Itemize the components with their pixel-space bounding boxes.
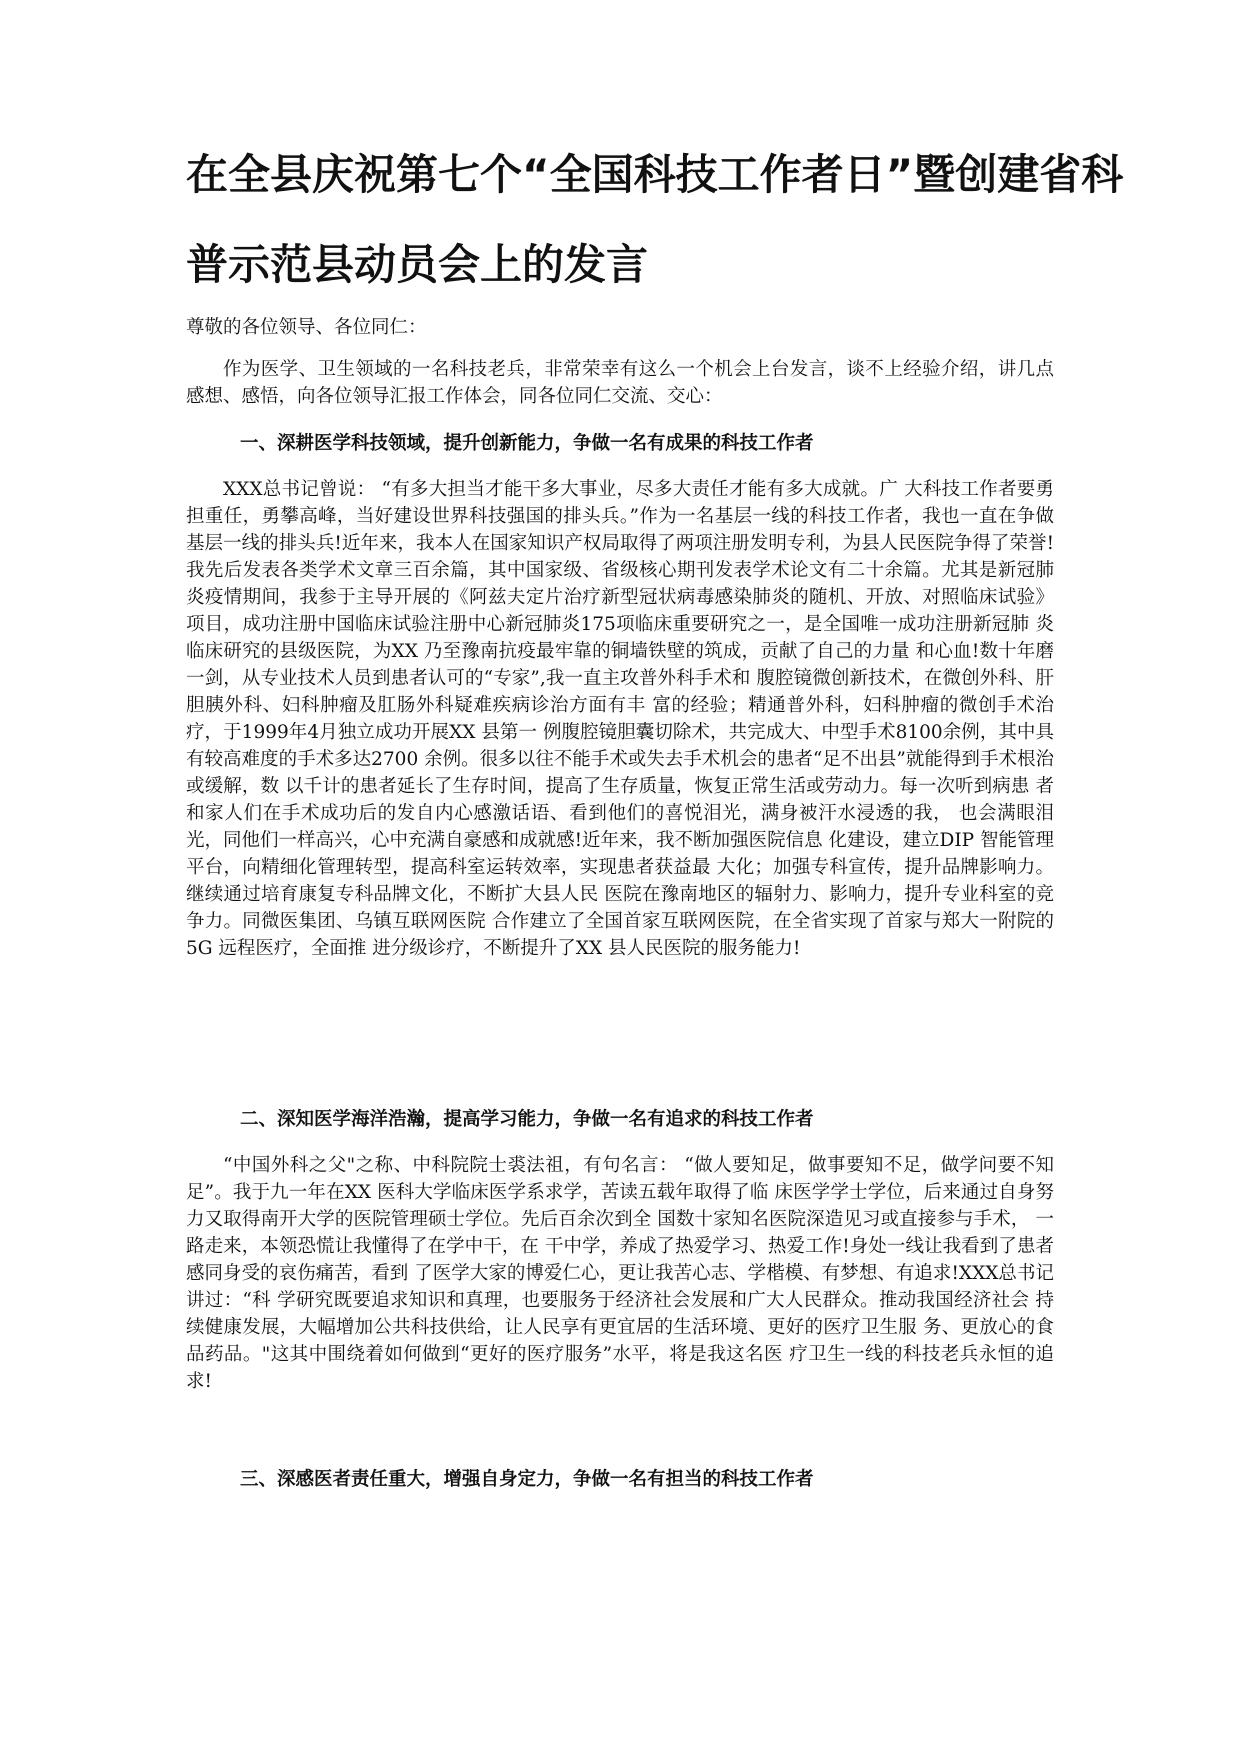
salutation: 尊敬的各位领导、各位同仁： [186, 317, 427, 338]
section-2-heading: 二、深知医学海洋浩瀚，提高学习能力，争做一名有追求的科技工作者 [240, 1109, 814, 1130]
section-1-body: XXX总书记曾说： “有多大担当才能干多大事业，尽多大责任才能有多大成就。广 大科技工作者要勇担重任，勇攀高峰，当好建设世界科技强国的排头兵。”作为一名基层一线的科技工作者，我也一直在争做基层一线的排头兵!近年来，我本人在国家知识产权局取得了两项注册发明专利，为县人民医院争得了荣誉!我先后发表各类学术文章三百余篇，其中国家级、省级核心期刊发表学术论文有二十余篇。尤其是新冠肺炎疫情期间，我参于主导开展的《阿兹夫定片治疗新型冠状病毒感染肺炎的随机、开放、对照临床试验》项目，成功注册中国临床试验注册中心新冠肺炎175项临床重要研究之一，是全国唯一成功注册新冠肺 炎临床研究的县级医院，为XX 乃至豫南抗疫最牢靠的铜墙铁壁的筑成，贡献了自己的力量 和心血!数十年磨一剑，从专业技术人员到患者认可的“专家”,我一直主攻普外科手术和 腹腔镜微创新技术，在微创外科、肝胆胰外科、妇科肿瘤及肛肠外科疑难疾病诊治方面有丰 富的经验；精通普外科，妇科肿瘤的微创手术治疗，于1999年4月独立成功开展XX 县第一 例腹腔镜胆囊切除术，共完成大、中型手术8100余例，其中具有较高难度的手术多达2700 余例。很多以往不能手术或失去手术机会的患者“足不出县”就能得到手术根治或缓解，数 以千计的患者延长了生存时间，提高了生存质量，恢复正常生活或劳动力。每一次听到病患 者和家人们在手术成功后的发自内心感激话语、看到他们的喜悦泪光，满身被汗水浸透的我， 也会满眼泪光，同他们一样高兴，心中充满自豪感和成就感!近年来，我不断加强医院信息 化建设，建立DIP 智能管理平台，向精细化管理转型，提高科室运转效率，实现患者获益最 大化；加强专科宣传，提升品牌影响力。继续通过培育康复专科品牌文化，不断扩大县人民 医院在豫南地区的辐射力、影响力，提升专业科室的竞争力。同微医集团、乌镇互联网医院 合作建立了全国首家互联网医院，在全省实现了首家与郑大一附院的5G 远程医疗，全面推 进分级诊疗，不断提升了XX 县人民医院的服务能力! [186, 479, 1054, 959]
section-1-heading: 一、深耕医学科技领域，提升创新能力，争做一名有成果的科技工作者 [240, 433, 814, 454]
intro-paragraph: 作为医学、卫生领域的一名科技老兵，非常荣幸有这么一个机会上台发言，谈不上经验介绍，讲几点感想、感悟，向各位领导汇报工作体会，同各位同仁交流、交心： [186, 359, 1054, 407]
document-title-line-2: 普示范县动员会上的发言 [186, 240, 649, 289]
section-2-body: “中国外科之父"之称、中科院院士裘法祖，有句名言： “做人要知足，做事要知不足，做学问要不知足”。我于九一年在XX 医科大学临床医学系求学，苦读五载年取得了临 床医学学士学位，后来通过自身努力又取得南开大学的医院管理硕士学位。先后百余次到全 国数十家知名医院深造见习或直接参与手术， 一路走来，本领恐慌让我懂得了在学中干，在 干中学，养成了热爱学习、热爱工作!身处一线让我看到了患者感同身受的哀伤痛苦，看到 了医学大家的博爱仁心，更让我苦心志、学楷模、有梦想、有追求!XXX总书记讲过：“科 学研究既要追求知识和真理，也要服务于经济社会发展和广大人民群众。推动我国经济社会 持续健康发展，大幅增加公共科技供给，让人民享有更宜居的生活环境、更好的医疗卫生服 务、更放心的食品药品。"这其中围绕着如何做到“更好的医疗服务”水平，将是我这名医 疗卫生一线的科技老兵永恒的追求! [186, 1155, 1054, 1392]
document-title-line-1: 在全县庆祝第七个“全国科技工作者日”暨创建省科 [186, 150, 1124, 199]
section-3-heading: 三、深感医者责任重大，增强自身定力，争做一名有担当的科技工作者 [240, 1469, 814, 1490]
